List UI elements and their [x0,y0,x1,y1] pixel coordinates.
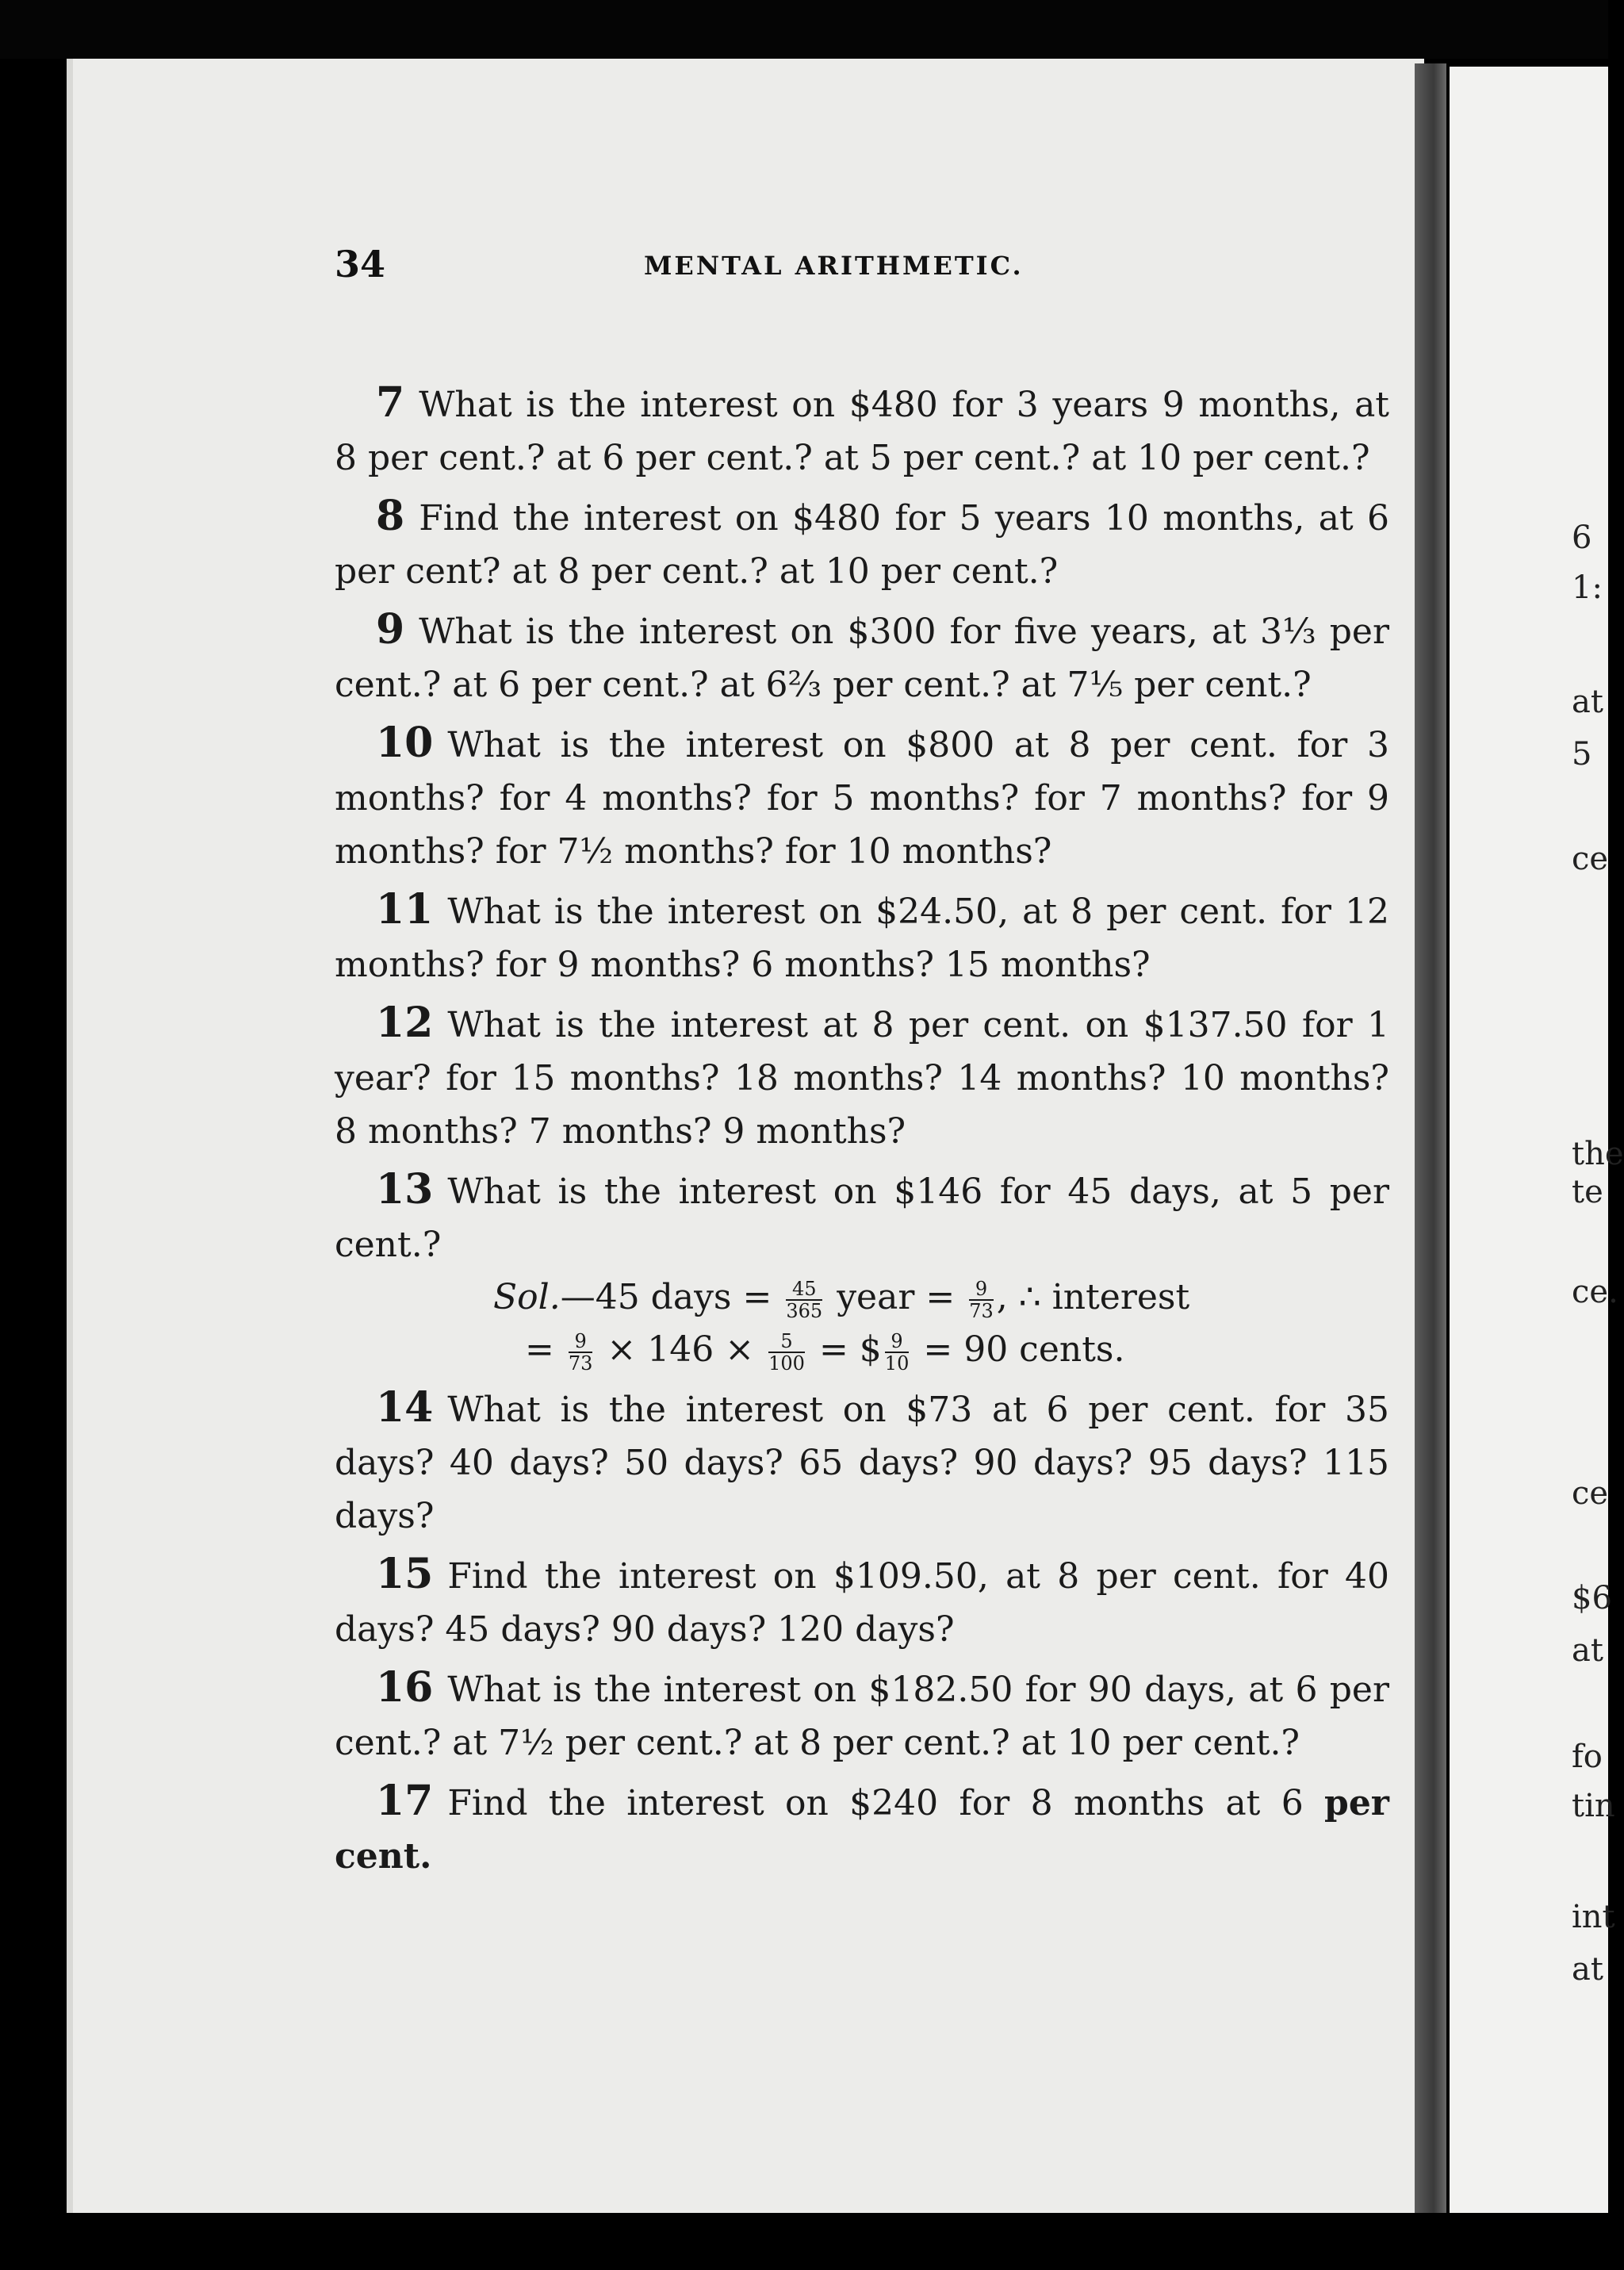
problem-text: Find the interest on $109.50, at 8 per cent. for 40 days? 45 days? 90 days? 120 days? [335,1556,1389,1650]
solution-text: = $ [818,1329,882,1370]
fraction [768,1331,805,1374]
problem-7 [335,376,1389,485]
fraction [569,1331,593,1374]
solution-block [335,1271,1389,1376]
book-page [67,59,1424,2213]
problem-text: What is the interest at 8 per cent. on $137.50 for 1 year? for 15 months? 18 months? 14 months? 10 months? 8 months? 7 months? 9 months? [335,1005,1389,1152]
problem-13 [335,1163,1389,1271]
denominator: 73 [969,1299,994,1322]
problem-number: 17 [376,1777,434,1825]
facing-page-fragment: fo [1572,1739,1603,1775]
scan-border-top [0,0,1608,59]
denominator: 365 [786,1299,823,1322]
problem-14 [335,1381,1389,1543]
solution-text: year = [837,1277,956,1317]
problem-text: What is the interest on $300 for five years, at 3⅓ per cent.? at 6 per cent.? at 6⅔ per cent.? at 7⅕ per cent.? [335,612,1389,705]
problem-text: What is the interest on $146 for 45 days, at 5 per cent.? [335,1171,1389,1265]
running-head [73,243,1424,298]
problem-number: 7 [376,378,405,427]
problem-number: 8 [376,492,405,540]
numerator: 9 [891,1329,903,1352]
problem-11 [335,883,1389,991]
problem-16 [335,1661,1389,1770]
denominator: 100 [768,1352,805,1375]
solution-text: × 146 × [607,1329,755,1370]
problem-number: 9 [376,605,405,654]
facing-page-fragment: 5 [1572,736,1592,773]
facing-page-fragment: tin [1572,1788,1615,1824]
solution-line-2 [335,1324,1389,1376]
facing-page-fragment: ce [1572,1475,1609,1512]
problem-number: 13 [376,1165,434,1214]
facing-page-fragment: ce. [1572,1274,1618,1310]
solution-line-1 [335,1271,1389,1324]
facing-page-fragment: at [1572,1951,1603,1988]
problem-text: Find the interest on $240 for 8 months at 6 [447,1783,1304,1823]
problem-text: What is the interest on $24.50, at 8 per cent. for 12 months? for 9 months? 6 months? 15 months? [335,892,1389,985]
problem-number: 12 [376,999,434,1047]
solution-text: = [525,1329,554,1370]
page-number: 34 [335,243,386,286]
problem-number: 14 [376,1383,434,1432]
denominator: 73 [568,1352,593,1375]
problem-number: 10 [376,719,434,767]
facing-page-fragment: 6 [1572,520,1592,556]
problem-number: 16 [376,1663,434,1712]
facing-page-fragment: at [1572,684,1603,720]
problem-text: Find the interest on $480 for 5 years 10 months, at 6 per cent? at 8 per cent.? at 10 per cent.? [335,498,1389,592]
facing-page-fragment: te [1572,1174,1603,1210]
problem-12 [335,996,1389,1158]
problem-text: What is the interest on $73 at 6 per cent. for 35 days? 40 days? 50 days? 65 days? 90 days? 95 days? 115 days? [335,1390,1389,1536]
facing-page-fragment: ce [1572,841,1609,877]
denominator: 10 [884,1352,910,1375]
numerator: 5 [780,1329,793,1352]
numerator: 9 [975,1277,988,1300]
facing-page-fragment: $6 [1572,1580,1612,1616]
solution-text: = 90 cents. [923,1329,1125,1370]
problem-text: What is the interest on $182.50 for 90 days, at 6 per cent.? at 7½ per cent.? at 8 per cent.? at 10 per cent.? [335,1670,1389,1763]
problem-9 [335,603,1389,711]
problem-text-bold: per cent. [335,1783,1389,1877]
problem-text: What is the interest on $480 for 3 years 9 months, at 8 per cent.? at 6 per cent.? at 5 per cent.? at 10 per cent.? [335,385,1389,478]
problem-number: 11 [376,885,434,934]
solution-text: , ∴ interest [996,1277,1190,1317]
problem-8 [335,489,1389,598]
problem-list [335,376,1389,1888]
numerator: 45 [792,1277,817,1300]
problem-10 [335,716,1389,878]
page-title: MENTAL ARITHMETIC. [644,251,1024,281]
numerator: 9 [574,1329,587,1352]
facing-page-fragment: the [1572,1136,1624,1172]
fraction [885,1331,910,1374]
fraction [969,1279,994,1321]
facing-page-fragment: int [1572,1899,1615,1935]
facing-page-fragment: 1: [1572,569,1603,606]
problem-text: What is the interest on $800 at 8 per cent. for 3 months? for 4 months? for 5 months? for 7 months? for 9 months? for 7½ months? for 10 months? [335,725,1389,872]
solution-label: Sol. [493,1277,561,1317]
facing-page-fragment: at [1572,1632,1603,1669]
problem-17 [335,1774,1389,1883]
page-edge-shadow [1415,63,1446,2213]
problem-15 [335,1547,1389,1656]
fraction [786,1279,822,1321]
scan-border-bottom [0,2213,1608,2270]
solution-text: —45 days = [560,1277,772,1317]
problem-number: 15 [376,1550,434,1598]
